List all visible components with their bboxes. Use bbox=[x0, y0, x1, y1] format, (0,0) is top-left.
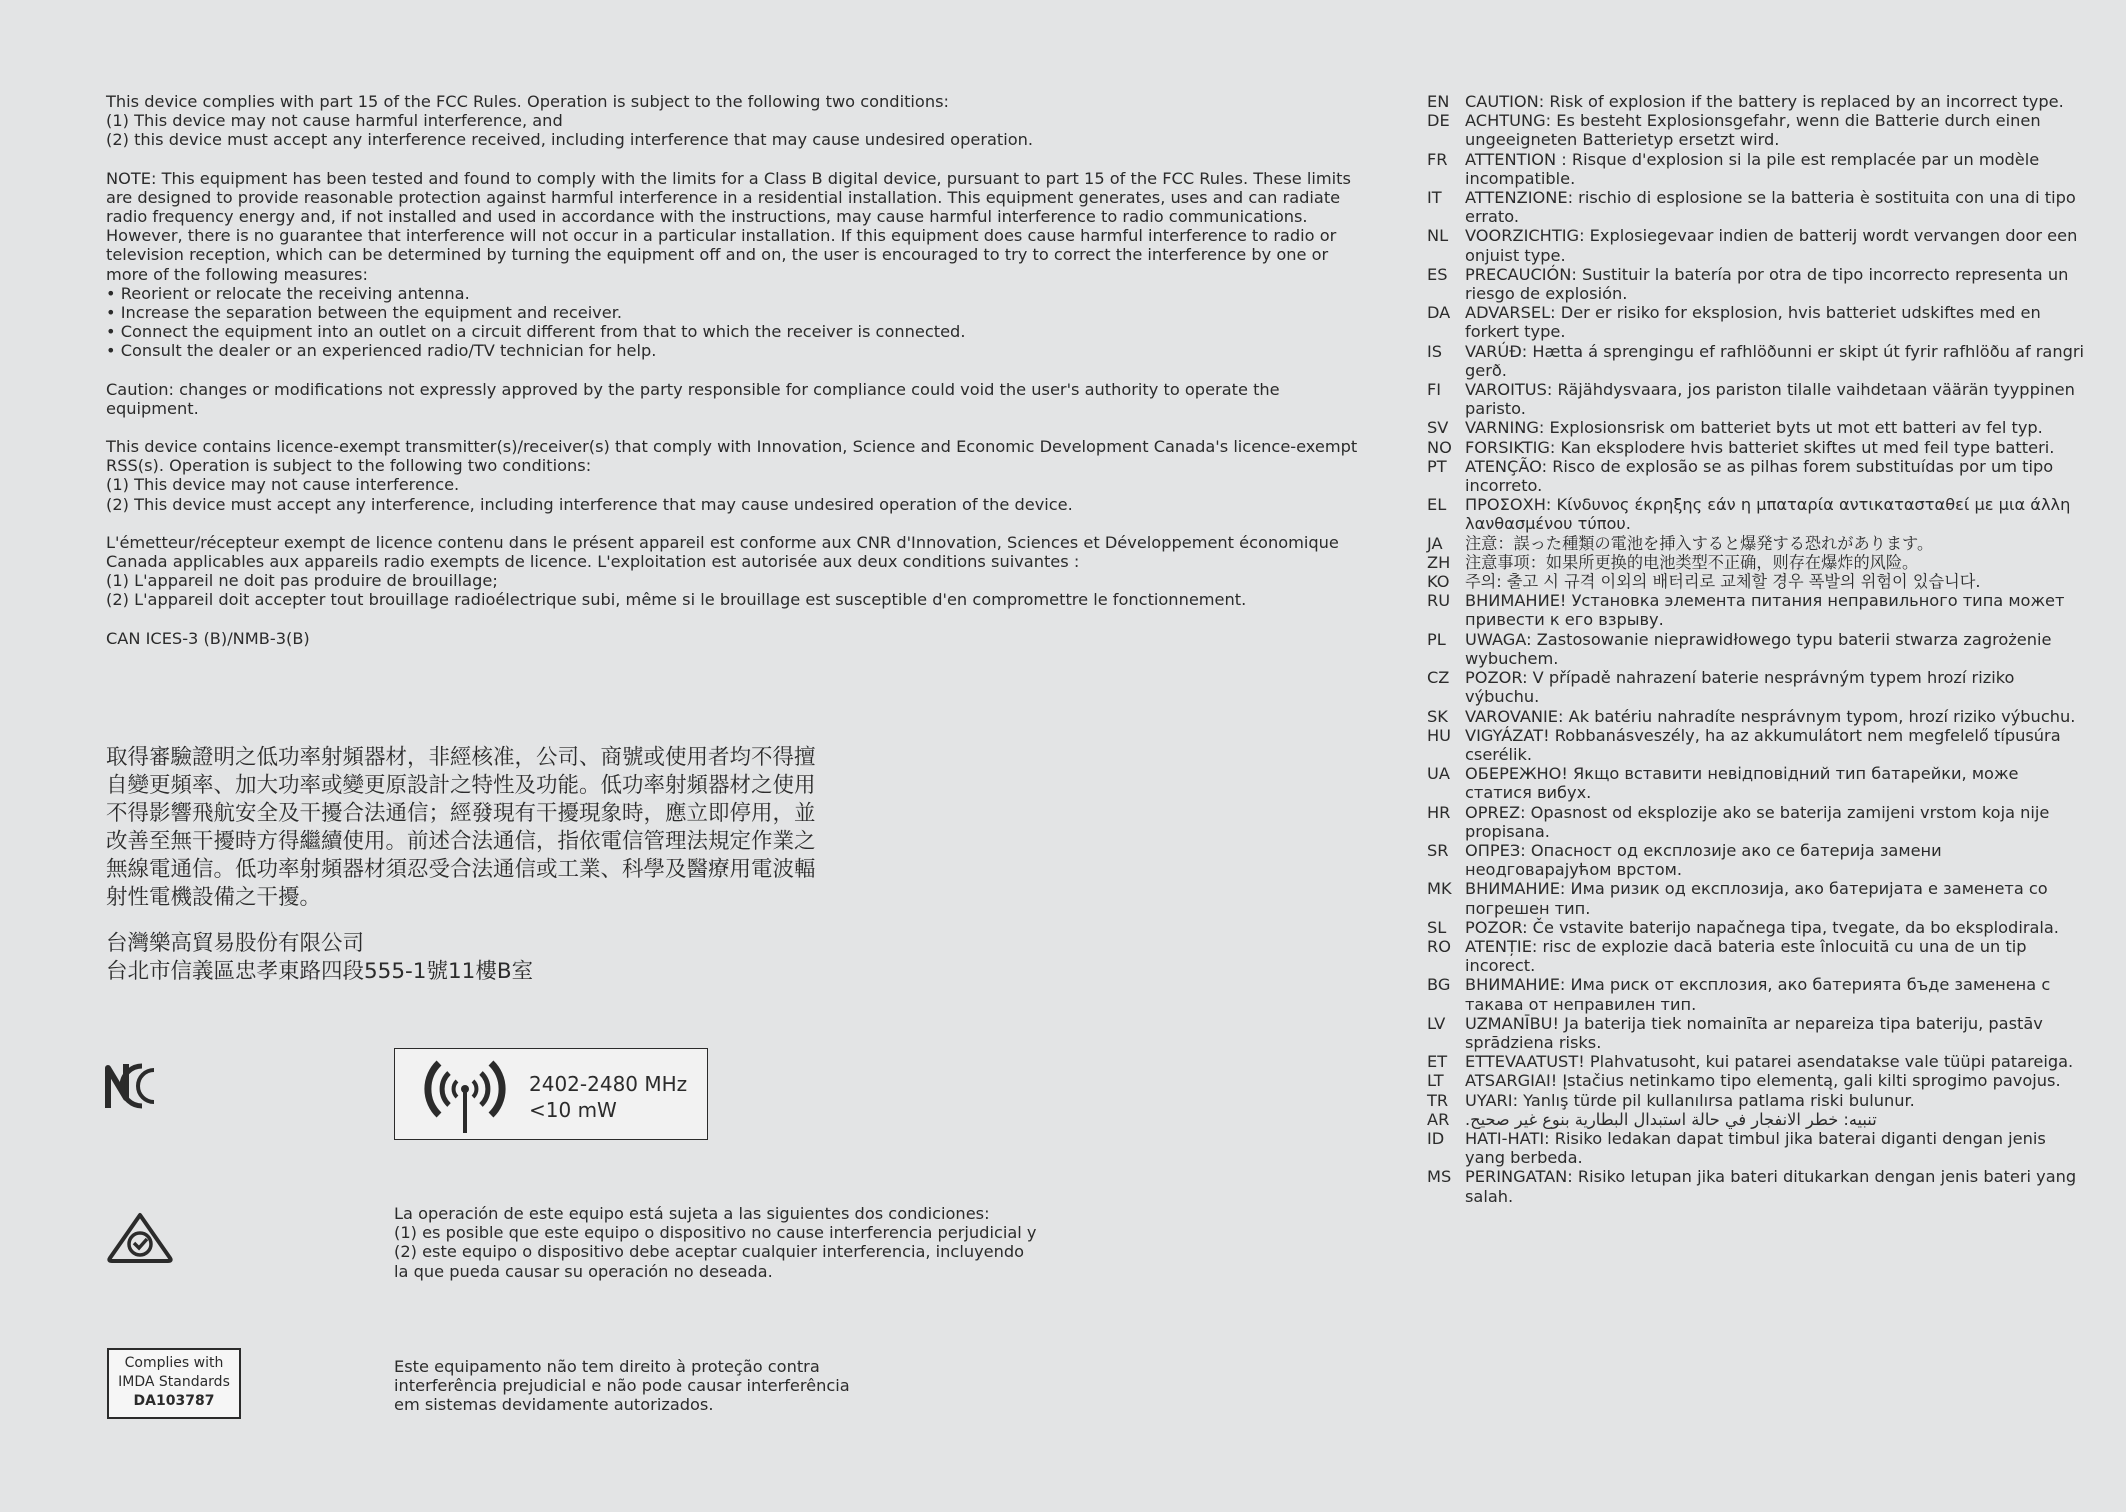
language-code: DA bbox=[1427, 303, 1451, 323]
warning-text: POZOR: Če vstavite baterijo napačnega tipa, tvegate, da bo eksplodirala. bbox=[1465, 917, 2059, 937]
language-code: LT bbox=[1427, 1071, 1444, 1091]
warning-text: CAUTION: Risk of explosion if the battery is replaced by an incorrect type. bbox=[1465, 92, 2064, 111]
language-code: IT bbox=[1427, 188, 1442, 208]
mexico-spanish-statement: La operación de este equipo está sujeta a las siguientes dos condiciones: (1) es posible que este equipo o dispositivo no cause interferencia perjudicial y (2) este equipo o dispositivo debe aceptar cualquier interferencia, incluyendo la que pueda causar su operación no deseada. bbox=[394, 1204, 1037, 1281]
warning-text: PERINGATAN: Risiko letupan jika bateri ditukarkan dengan jenis bateri yang salah. bbox=[1465, 1167, 2077, 1206]
rf-power: <10 mW bbox=[529, 1098, 617, 1122]
fcc-note-paragraph: NOTE: This equipment has been tested and found to comply with the limits for a Class B digital device, pursuant to part 15 of the FCC Rules. These limits are designed to provide reasonable protection against harmful interference in a residential installation. This equipment generates, uses and can radiate radio frequency energy and, if not installed and used in accordance with the instructions, may cause harmful interference to radio communications. However, there is no guarantee that interference will not occur in a particular installation. If this equipment does cause harmful interference to radio or television reception, which can be determined by turning the equipment off and on, the user is encouraged to try to correct the interference by one or more of the following measures: • Reorient or relocate the receiving antenna. • Increase the separation between the equipment and receiver. • Connect the equipment into an outlet on a circuit different from that to which the receiver is connected. • Consult the dealer or an experienced radio/TV technician for help. bbox=[106, 168, 1351, 361]
fcc-part15-paragraph: This device complies with part 15 of the FCC Rules. Operation is subject to the following two conditions: (1) This device may not cause harmful interference, and (2) this device must accept any interference received, including interference that may cause undesired operation. bbox=[106, 92, 1034, 150]
warning-item-sv bbox=[1427, 418, 2087, 437]
language-code: RO bbox=[1427, 936, 1451, 956]
language-code: ID bbox=[1427, 1128, 1445, 1148]
warning-text: UZMANĪBU! Ja baterija tiek nomainīta ar nepareiza tipa bateriju, pastāv sprādziena risks. bbox=[1465, 1013, 2043, 1052]
brazil-portuguese-statement: Este equipamento não tem direito à proteção contra interferência prejudicial e não pode causar interferência em sistemas devidamente autorizados. bbox=[394, 1357, 850, 1415]
warning-item-fi bbox=[1427, 380, 2087, 418]
language-code: ES bbox=[1427, 264, 1448, 284]
language-code: KO bbox=[1427, 572, 1450, 592]
warning-item-ru bbox=[1427, 591, 2087, 629]
warning-item-en bbox=[1427, 92, 2087, 111]
ices-statement: CAN ICES-3 (B)/NMB-3(B) bbox=[106, 628, 310, 648]
warning-item-cz bbox=[1427, 668, 2087, 706]
warning-item-it bbox=[1427, 188, 2087, 226]
language-code: HU bbox=[1427, 725, 1452, 745]
warning-item-bg bbox=[1427, 975, 2087, 1013]
warning-text: ОПРЕЗ: Опасност од експлозије ако се батерија замени неодговарајућом врстом. bbox=[1465, 840, 1942, 880]
language-code: HR bbox=[1427, 802, 1451, 822]
fcc-caution-paragraph: Caution: changes or modifications not expressly approved by the party responsible for compliance could void the user's authority to operate the equipment. bbox=[106, 379, 1280, 418]
warning-item-ua bbox=[1427, 764, 2087, 802]
warning-item-de bbox=[1427, 111, 2087, 149]
warning-item-ms bbox=[1427, 1167, 2087, 1205]
warning-text: ОБЕРЕЖНО! Якщо вставити невідповідний тип батарейки, може статися вибух. bbox=[1465, 764, 2019, 803]
language-code: EN bbox=[1427, 92, 1450, 111]
warning-item-nl bbox=[1427, 226, 2087, 264]
language-code: NL bbox=[1427, 226, 1449, 246]
language-code: TR bbox=[1427, 1090, 1449, 1110]
language-code: ET bbox=[1427, 1052, 1448, 1072]
warning-text: FORSIKTIG: Kan eksplodere hvis batteriet skiftes ut med feil type batteri. bbox=[1465, 437, 2055, 457]
company-address: 台北市信義區忠孝東路四段555-1號11樓B室 bbox=[106, 959, 534, 984]
rf-specification-box bbox=[394, 1048, 708, 1140]
language-code: ZH bbox=[1427, 552, 1451, 572]
language-code: SK bbox=[1427, 706, 1448, 726]
warning-text: VOORZICHTIG: Explosiegevaar indien de batterij wordt vervangen door een onjuist type. bbox=[1465, 226, 2078, 265]
warning-item-et bbox=[1427, 1052, 2087, 1071]
rf-frequency: 2402-2480 MHz bbox=[529, 1072, 688, 1096]
language-code: PL bbox=[1427, 629, 1446, 649]
warning-text: HATI-HATI: Risiko ledakan dapat timbul jika baterai diganti dengan jenis yang berbeda. bbox=[1465, 1128, 2046, 1168]
warning-item-lt bbox=[1427, 1071, 2087, 1090]
warning-item-id bbox=[1427, 1129, 2087, 1167]
language-code: MK bbox=[1427, 879, 1452, 899]
warning-item-mk bbox=[1427, 879, 2087, 917]
warning-text: POZOR: V případě nahrazení baterie nesprávným typem hrozí riziko výbuchu. bbox=[1465, 668, 2015, 707]
language-code: LV bbox=[1427, 1013, 1446, 1033]
language-code: SV bbox=[1427, 418, 1449, 438]
warning-item-is bbox=[1427, 342, 2087, 380]
warning-text: ВНИМАНИЕ: Има риск от експлозия, ако батерията бъде заменена с такава от неправилен тип. bbox=[1465, 975, 2051, 1014]
warning-text: ATENÇÃO: Risco de explosão se as pilhas forem substituídas por um tipo incorreto. bbox=[1465, 456, 2054, 496]
compliance-triangle-icon bbox=[106, 1212, 174, 1264]
warning-item-pl bbox=[1427, 630, 2087, 668]
warning-text: UWAGA: Zastosowanie nieprawidłowego typu baterii stwarza zagrożenie wybuchem. bbox=[1465, 629, 2052, 668]
warning-item-sr bbox=[1427, 841, 2087, 879]
language-code: EL bbox=[1427, 495, 1447, 515]
warning-item-zh bbox=[1427, 553, 2087, 572]
warning-text: VIGYÁZAT! Robbanásveszély, ha az akkumulátort nem megfelelő típusúra cserélik. bbox=[1465, 725, 2061, 764]
warning-item-lv bbox=[1427, 1014, 2087, 1052]
warning-text: ATTENTION : Risque d'explosion si la pile est remplacée par un modèle incompatible. bbox=[1465, 149, 2040, 188]
language-code: PT bbox=[1427, 456, 1447, 476]
canada-english-paragraph: This device contains licence-exempt transmitter(s)/receiver(s) that comply with Innovation, Science and Economic Development Canada's licence-exempt RSS(s). Operation is subject to the following two conditions: (1) This device may not cause interference. (2) This device must accept any interference, including interference that may cause undesired operation of the device. bbox=[106, 437, 1358, 514]
warning-text: PRECAUCIÓN: Sustituir la batería por otra de tipo incorrecto representa un riesgo de explosión. bbox=[1465, 264, 2069, 304]
warning-item-tr bbox=[1427, 1091, 2087, 1110]
language-code: UA bbox=[1427, 764, 1450, 784]
warning-item-da bbox=[1427, 303, 2087, 341]
warning-item-sl bbox=[1427, 918, 2087, 937]
language-code: RU bbox=[1427, 591, 1451, 611]
warning-item-hu bbox=[1427, 726, 2087, 764]
taiwan-ncc-statement: 取得審驗證明之低功率射頻器材，非經核准，公司、商號或使用者均不得擅自變更頻率、加大功率或變更原設計之特性及功能。低功率射頻器材之使用不得影響飛航安全及干擾合法通信；經發現有干擾現象時，應立即停用，並改善至無干擾時方得繼續使用。前述合法通信，指依電信管理法規定作業之無線電通信。低功率射頻器材須忍受合法通信或工業、科學及醫療用電波輻射性電機設備之干擾。 bbox=[106, 745, 816, 910]
warning-item-sk bbox=[1427, 707, 2087, 726]
warning-text: تنبيه: خطر الانفجار في حالة استبدال البطارية بنوع غير صحيح. bbox=[1465, 1109, 1877, 1129]
ncc-logo-icon bbox=[104, 1058, 160, 1114]
language-code: DE bbox=[1427, 111, 1450, 131]
language-code: FR bbox=[1427, 149, 1448, 169]
language-code: SL bbox=[1427, 917, 1447, 937]
warning-item-ja bbox=[1427, 534, 2087, 553]
language-code: JA bbox=[1427, 533, 1443, 553]
warning-text: ATTENZIONE: rischio di esplosione se la batteria è sostituita con una di tipo errato. bbox=[1465, 188, 2076, 227]
language-code: SR bbox=[1427, 840, 1449, 860]
warning-text: VAROITUS: Räjähdysvaara, jos pariston tilalle vaihdetaan väärän tyyppinen paristo. bbox=[1465, 380, 2075, 419]
warning-item-fr bbox=[1427, 150, 2087, 188]
taiwan-company-address bbox=[106, 930, 533, 986]
warning-text: ETTEVAATUST! Plahvatusoht, kui patarei asendatakse vale tüüpi patareiga. bbox=[1465, 1052, 2074, 1072]
warning-text: 注意：誤った種類の電池を挿入すると爆発する恐れがあります。 bbox=[1465, 533, 1934, 553]
language-code: AR bbox=[1427, 1109, 1450, 1129]
warning-text: ВНИМАНИЕ: Има ризик од експлозија, ако батеријата е заменета со погрешен тип. bbox=[1465, 879, 2048, 918]
rf-values bbox=[529, 1071, 687, 1123]
warning-text: VARNING: Explosionsrisk om batteriet byts ut mot ett batteri av fel typ. bbox=[1465, 418, 2043, 438]
company-name: 台灣樂高貿易股份有限公司 bbox=[106, 931, 365, 956]
warning-text: ACHTUNG: Es besteht Explosionsgefahr, wenn die Batterie durch einen ungeeigneten Batterietyp ersetzt wird. bbox=[1465, 111, 2041, 150]
fcc-compliance-text bbox=[106, 92, 1378, 667]
warning-text: 注意事项：如果所更换的电池类型不正确，则存在爆炸的风险。 bbox=[1465, 552, 1919, 572]
radio-waves-icon bbox=[415, 1055, 515, 1135]
warning-item-hr bbox=[1427, 803, 2087, 841]
warning-item-pt bbox=[1427, 457, 2087, 495]
language-code: CZ bbox=[1427, 668, 1450, 688]
battery-warnings-list bbox=[1427, 92, 2087, 1206]
warning-item-ar bbox=[1427, 1110, 2087, 1129]
warning-item-ko bbox=[1427, 572, 2087, 591]
language-code: MS bbox=[1427, 1167, 1452, 1187]
warning-text: ATSARGIAI! Įstačius netinkamo tipo elementą, gali kilti sprogimo pavojus. bbox=[1465, 1071, 2061, 1091]
imda-compliance-label: Complies with IMDA Standards DA103787 bbox=[107, 1348, 241, 1419]
warning-text: ΠΡΟΣΟΧΗ: Κίνδυνος έκρηξης εάν η μπαταρία αντικατασταθεί με μια άλλη λανθασμένου τύπου. bbox=[1465, 495, 2071, 534]
warning-item-no bbox=[1427, 438, 2087, 457]
language-code: NO bbox=[1427, 437, 1452, 457]
warning-text: ATENȚIE: risc de explozie dacă bateria este înlocuită cu una de un tip incorect. bbox=[1465, 936, 2027, 976]
warning-text: ВНИМАНИЕ! Установка элемента питания неправильного типа может привести к его взрыву. bbox=[1465, 591, 2065, 630]
canada-french-paragraph: L'émetteur/récepteur exempt de licence contenu dans le présent appareil est conforme aux CNR d'Innovation, Sciences et Développement économique Canada applicables aux appareils radio exempts de licence. L'exploitation est autorisée aux deux conditions suivantes : (1) L'appareil ne doit pas produire de brouillage; (2) L'appareil doit accepter tout brouillage radioélectrique subi, même si le brouillage est susceptible d'en compromettre le fonctionnement. bbox=[106, 532, 1339, 610]
warning-text: UYARI: Yanlış türde pil kullanılırsa patlama riski bulunur. bbox=[1465, 1090, 1915, 1110]
language-code: FI bbox=[1427, 380, 1442, 400]
warning-item-ro bbox=[1427, 937, 2087, 975]
warning-text: 주의: 출고 시 규격 이외의 배터리로 교체할 경우 폭발의 위험이 있습니다. bbox=[1465, 572, 1981, 592]
warning-item-es bbox=[1427, 265, 2087, 303]
warning-text: ADVARSEL: Der er risiko for eksplosion, hvis batteriet udskiftes med en forkert type. bbox=[1465, 303, 2041, 342]
language-code: BG bbox=[1427, 975, 1451, 995]
warning-text: VARÚÐ: Hætta á sprengingu ef rafhlöðunni er skipt út fyrir rafhlöðu af rangri gerð. bbox=[1465, 341, 2085, 380]
warning-item-el bbox=[1427, 495, 2087, 533]
warning-text: VAROVANIE: Ak batériu nahradíte nesprávnym typom, hrozí riziko výbuchu. bbox=[1465, 706, 2076, 726]
language-code: IS bbox=[1427, 341, 1443, 361]
warning-text: OPREZ: Opasnost od eksplozije ako se baterija zamijeni vrstom koja nije propisana. bbox=[1465, 802, 2050, 841]
